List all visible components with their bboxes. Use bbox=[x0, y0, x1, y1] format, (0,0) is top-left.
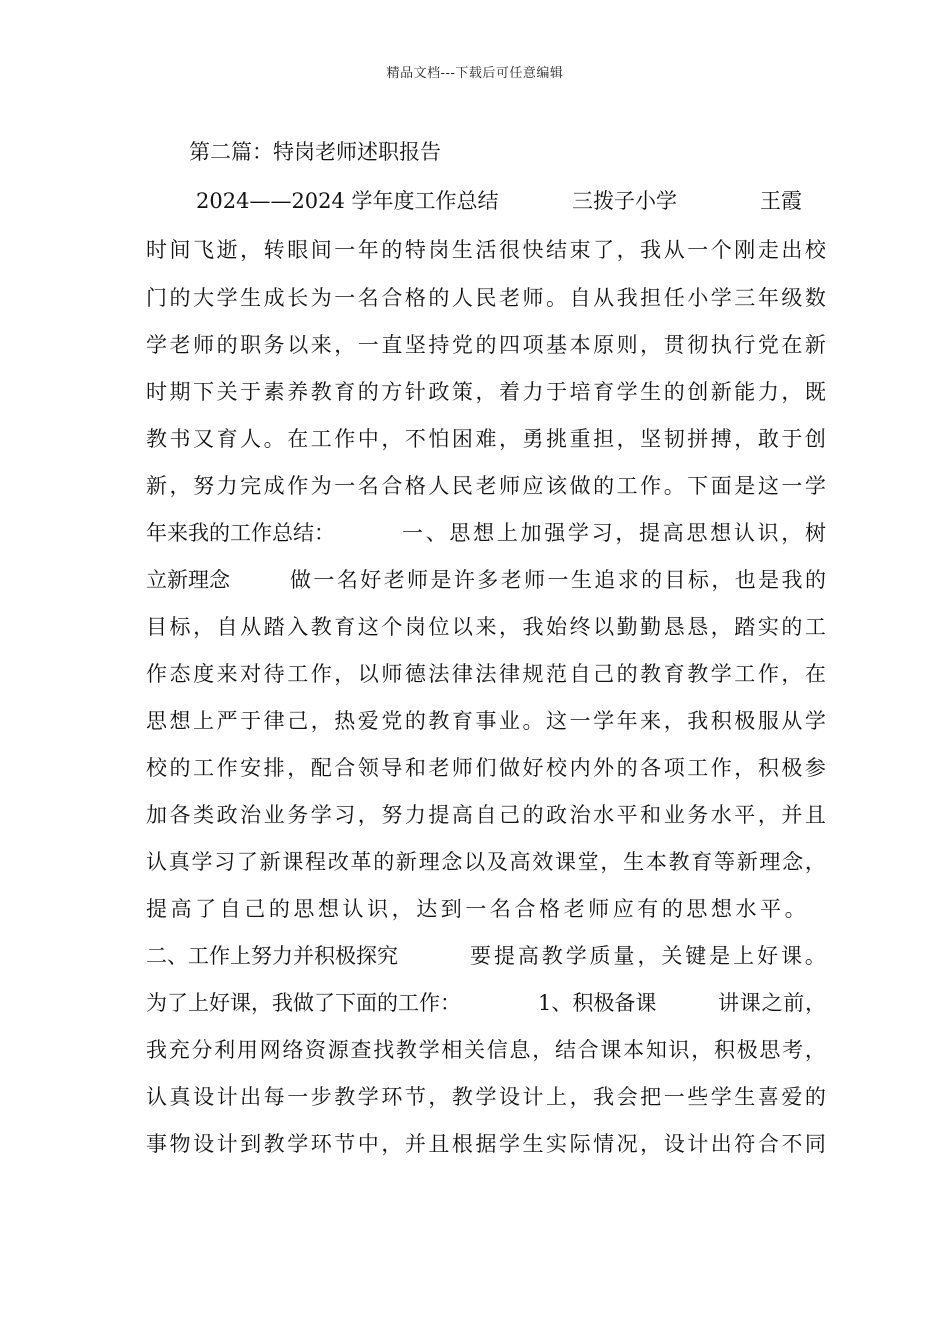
body-line: 思 想 上 严 于 律 己 ， 热 爱 党 的 教 育 事 业 。 这 一 学 年 来 ， 我 积 极 服 从 学 bbox=[146, 709, 826, 733]
body-line: 目 标 ， 自 从 踏 入 教 育 这 个 岗 位 以 来 ， 我 始 终 以 勤 勤 恳 恳 ， 踏 实 的 工 bbox=[146, 615, 826, 639]
body-line: 我 充 分 利 用 网 络 资 源 查 找 教 学 相 关 信 息 ， 结 合 课 本 知 识 ， 积 极 思 考 ， bbox=[146, 1038, 826, 1062]
body-segment: 要 提 高 教 学 质 量 ， 关 键 是 上 好 课 。 bbox=[470, 944, 826, 968]
body-line: 认 真 设 计 出 每 一 步 教 学 环 节 ， 教 学 设 计 上 ， 我 会 把 一 些 学 生 喜 爱 的 bbox=[146, 1085, 826, 1109]
body-line: 门 的 大 学 生 成 长 为 一 名 合 格 的 人 民 老 师 。 自 从 我 担 任 小 学 三 年 级 数 bbox=[146, 286, 826, 310]
subtitle-author: 王霞 bbox=[760, 189, 802, 213]
subtitle-year: 2024——2024 学年度工作总结 bbox=[196, 189, 499, 213]
body-line: 作 态 度 来 对 待 工 作 ， 以 师 德 法 律 法 律 规 范 自 己 的 教 育 教 学 工 作 ， 在 bbox=[146, 662, 826, 686]
body-segment: 做 一 名 好 老 师 是 许 多 老 师 一 生 追 求 的 目 标 ， 也 是 我 的 bbox=[290, 568, 826, 592]
body-line: 认 真 学 习 了 新 课 程 改 革 的 新 理 念 以 及 高 效 课 堂 ， 生 本 教 育 等 新 理 念 ， bbox=[146, 850, 826, 874]
subtitle-school: 三拨子小学 bbox=[572, 189, 677, 213]
body-segment: 为了上好课，我做了下面的工作： bbox=[146, 991, 461, 1015]
body-line: 加 各 类 政 治 业 务 学 习 ， 努 力 提 高 自 己 的 政 治 水 平 和 业 务 水 平 ， 并 且 bbox=[146, 803, 826, 827]
body-line: 新 ， 努 力 完 成 作 为 一 名 合 格 人 民 老 师 应 该 做 的 工 作 。 下 面 是 这 一 学 bbox=[146, 474, 826, 498]
body-segment: 立新理念 bbox=[146, 568, 230, 592]
body-segment: 年来我的工作总结： bbox=[146, 521, 335, 545]
document-title: 第二篇：特岗老师述职报告 bbox=[189, 140, 441, 164]
body-line: 时 期 下 关 于 素 养 教 育 的 方 针 政 策 ， 着 力 于 培 育 学 生 的 创 新 能 力 ， 既 bbox=[146, 380, 826, 404]
body-line: 校 的 工 作 安 排 ， 配 合 领 导 和 老 师 们 做 好 校 内 外 的 各 项 工 作 ， 积 极 参 bbox=[146, 756, 826, 780]
body-line: 学 老 师 的 职 务 以 来 ， 一 直 坚 持 党 的 四 项 基 本 原 则 ， 贯 彻 执 行 党 在 新 bbox=[146, 333, 826, 357]
body-segment: 讲 课 之 前 ， bbox=[718, 991, 826, 1015]
page-header: 精品文档---下载后可任意编辑 bbox=[386, 66, 564, 81]
section-heading: 1、积极备课 bbox=[538, 991, 657, 1015]
body-line: 教 书 又 育 人 。 在 工 作 中 ， 不 怕 困 难 ， 勇 挑 重 担 ， 坚 韧 拼 搏 ， 敢 于 创 bbox=[146, 427, 826, 451]
body-line: 时 间 飞 逝 ， 转 眼 间 一 年 的 特 岗 生 活 很 快 结 束 了 ， 我 从 一 个 刚 走 出 校 bbox=[146, 238, 826, 262]
body-line: 提 高 了 自 己 的 思 想 认 识 ， 达 到 一 名 合 格 老 师 应 有 的 思 想 水 平 。 bbox=[146, 897, 806, 921]
body-segment: 一 、 思 想 上 加 强 学 习 ， 提 高 思 想 认 识 ， 树 bbox=[402, 521, 826, 545]
body-line: 事 物 设 计 到 教 学 环 节 中 ， 并 且 根 据 学 生 实 际 情 况 ， 设 计 出 符 合 不 同 bbox=[146, 1132, 826, 1156]
section-heading: 二、工作上努力并积极探究 bbox=[146, 944, 398, 968]
